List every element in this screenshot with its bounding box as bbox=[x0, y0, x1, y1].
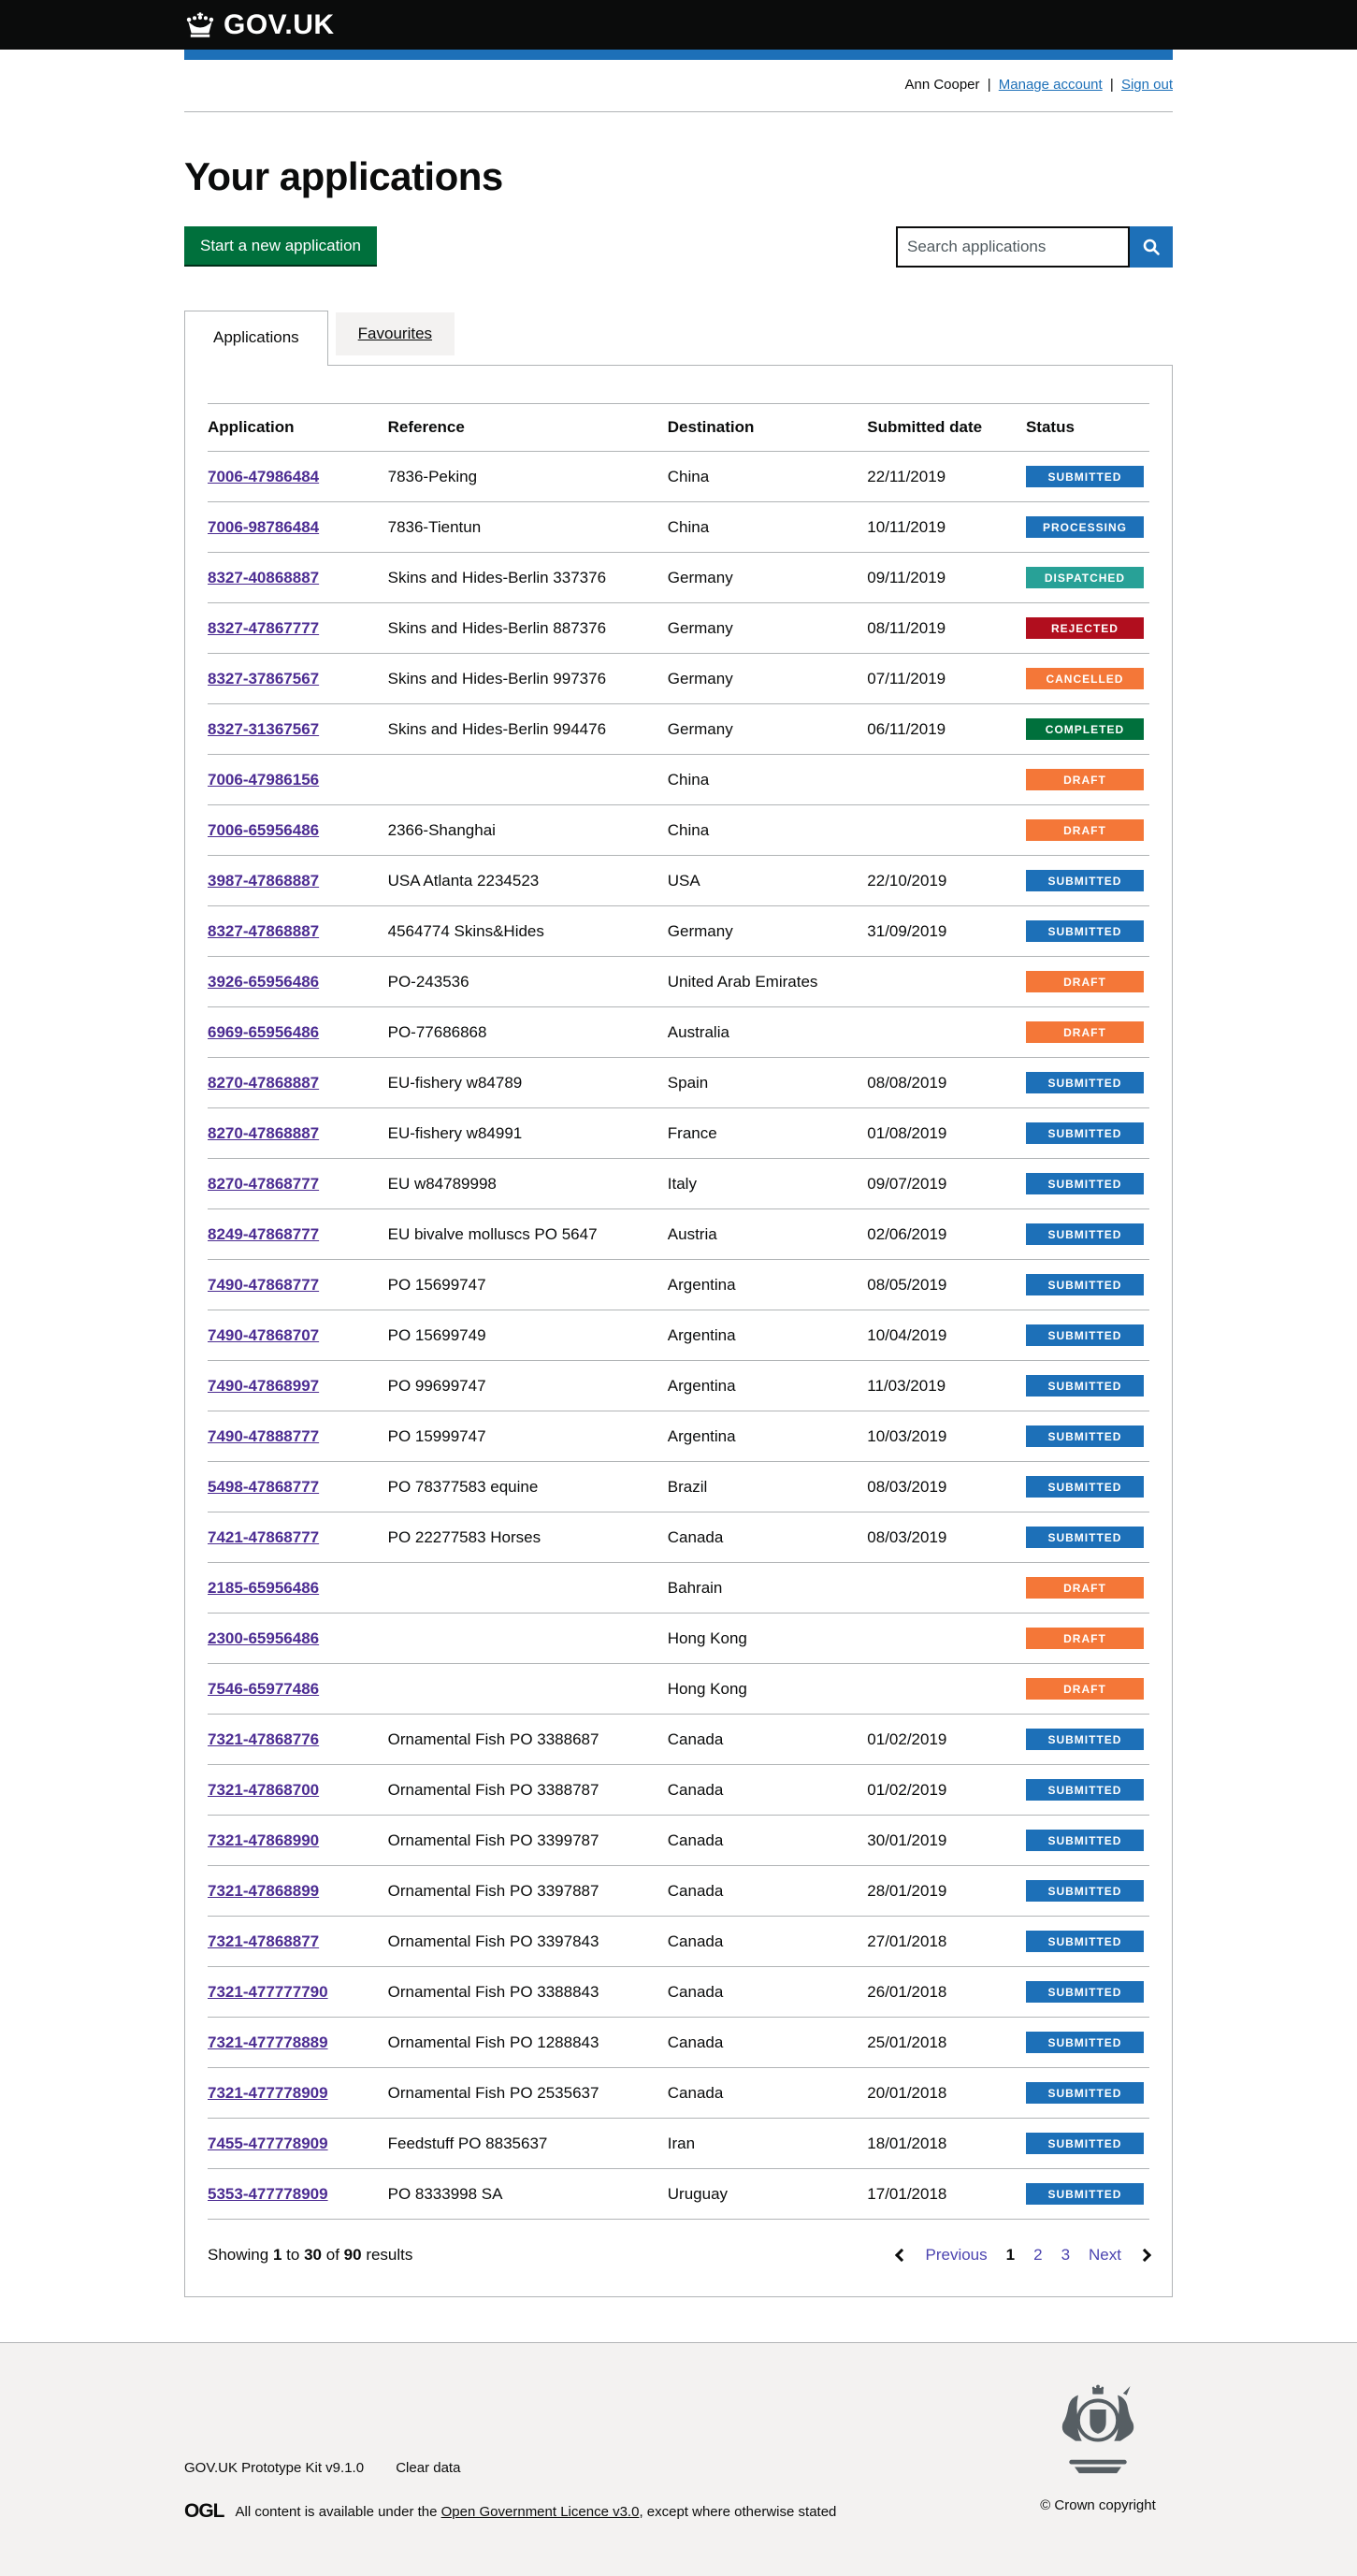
submitted-date-cell: 08/03/2019 bbox=[867, 1462, 1026, 1512]
table-row bbox=[208, 1563, 1149, 1614]
application-link[interactable]: 8327-31367567 bbox=[208, 719, 320, 738]
destination-cell: Germany bbox=[668, 603, 868, 654]
table-row bbox=[208, 704, 1149, 755]
submitted-date-cell bbox=[867, 755, 1026, 805]
page-number-link[interactable]: 2 bbox=[1033, 2246, 1043, 2265]
reference-cell: PO 99699747 bbox=[388, 1361, 668, 1411]
pagination-summary: Showing 1 to 30 of 90 results bbox=[208, 2246, 413, 2265]
table-row bbox=[208, 1462, 1149, 1512]
submitted-date-cell: 27/01/2018 bbox=[867, 1917, 1026, 1967]
reference-cell: Skins and Hides-Berlin 994476 bbox=[388, 704, 668, 755]
search-icon bbox=[1141, 237, 1162, 257]
table-row bbox=[208, 1765, 1149, 1816]
destination-cell: France bbox=[668, 1108, 868, 1159]
status-badge: SUBMITTED bbox=[1026, 466, 1144, 487]
reference-cell: EU-fishery w84991 bbox=[388, 1108, 668, 1159]
application-link[interactable]: 5498-47868777 bbox=[208, 1477, 320, 1496]
table-row bbox=[208, 1512, 1149, 1563]
submitted-date-cell: 17/01/2018 bbox=[867, 2169, 1026, 2220]
submitted-date-cell bbox=[867, 1664, 1026, 1715]
separator: | bbox=[1109, 77, 1114, 93]
destination-cell: Hong Kong bbox=[668, 1614, 868, 1664]
status-badge: DRAFT bbox=[1026, 819, 1144, 841]
submitted-date-cell bbox=[867, 805, 1026, 856]
table-row bbox=[208, 452, 1149, 502]
application-link[interactable]: 2185-65956486 bbox=[208, 1578, 320, 1597]
reference-cell: PO 15699747 bbox=[388, 1260, 668, 1310]
user-name: Ann Cooper bbox=[904, 77, 980, 93]
table-header-row bbox=[208, 404, 1149, 452]
application-link[interactable]: 7006-47986484 bbox=[208, 467, 320, 485]
applications-table bbox=[208, 403, 1149, 2220]
status-badge: SUBMITTED bbox=[1026, 1425, 1144, 1447]
table-row bbox=[208, 1209, 1149, 1260]
reference-cell: USA Atlanta 2234523 bbox=[388, 856, 668, 906]
application-link[interactable]: 7546-65977486 bbox=[208, 1679, 320, 1698]
application-link[interactable]: 7006-47986156 bbox=[208, 770, 320, 789]
page-number-link[interactable]: 3 bbox=[1061, 2246, 1071, 2265]
ogl-icon: OGL bbox=[184, 2500, 224, 2523]
status-badge: SUBMITTED bbox=[1026, 2082, 1144, 2104]
tab-favourites-link[interactable]: Favourites bbox=[357, 325, 433, 343]
reference-cell: PO-77686868 bbox=[388, 1007, 668, 1058]
reference-cell: Ornamental Fish PO 3397843 bbox=[388, 1917, 668, 1967]
table-row bbox=[208, 1260, 1149, 1310]
application-link[interactable]: 7490-47868997 bbox=[208, 1376, 320, 1395]
column-header-status: Status bbox=[1026, 404, 1149, 452]
table-row bbox=[208, 1816, 1149, 1866]
applications-table-body bbox=[208, 452, 1149, 2220]
table-row bbox=[208, 603, 1149, 654]
application-link[interactable]: 7321-47868776 bbox=[208, 1729, 320, 1748]
search-input[interactable] bbox=[896, 226, 1130, 268]
application-link[interactable]: 3926-65956486 bbox=[208, 972, 320, 991]
status-badge: SUBMITTED bbox=[1026, 1324, 1144, 1346]
table-row bbox=[208, 553, 1149, 603]
tab-applications[interactable]: Applications bbox=[184, 311, 328, 366]
application-link[interactable]: 7321-47868899 bbox=[208, 1881, 320, 1900]
submitted-date-cell: 01/02/2019 bbox=[867, 1765, 1026, 1816]
destination-cell: Germany bbox=[668, 654, 868, 704]
crown-copyright: © Crown copyright bbox=[1040, 2497, 1156, 2514]
status-badge: DRAFT bbox=[1026, 1021, 1144, 1043]
status-badge: SUBMITTED bbox=[1026, 1830, 1144, 1851]
destination-cell: Australia bbox=[668, 1007, 868, 1058]
reference-cell bbox=[388, 1614, 668, 1664]
application-link[interactable]: 3987-47868887 bbox=[208, 871, 320, 890]
application-link[interactable]: 8249-47868777 bbox=[208, 1224, 320, 1243]
submitted-date-cell bbox=[867, 1614, 1026, 1664]
application-link[interactable]: 7006-65956486 bbox=[208, 820, 320, 839]
reference-cell bbox=[388, 1664, 668, 1715]
tab-favourites[interactable] bbox=[336, 312, 455, 355]
submitted-date-cell: 25/01/2018 bbox=[867, 2018, 1026, 2068]
reference-cell: Ornamental Fish PO 2535637 bbox=[388, 2068, 668, 2119]
destination-cell: Canada bbox=[668, 1967, 868, 2018]
reference-cell: Skins and Hides-Berlin 997376 bbox=[388, 654, 668, 704]
destination-cell: United Arab Emirates bbox=[668, 957, 868, 1007]
destination-cell: Italy bbox=[668, 1159, 868, 1209]
page-footer bbox=[0, 2342, 1357, 2576]
table-row bbox=[208, 1058, 1149, 1108]
status-badge: REJECTED bbox=[1026, 617, 1144, 639]
submitted-date-cell: 02/06/2019 bbox=[867, 1209, 1026, 1260]
results-total: 90 bbox=[343, 2246, 362, 2265]
destination-cell: Germany bbox=[668, 553, 868, 603]
status-badge: DRAFT bbox=[1026, 1678, 1144, 1700]
table-row bbox=[208, 502, 1149, 553]
application-link[interactable]: 8270-47868887 bbox=[208, 1123, 320, 1142]
column-header-reference: Reference bbox=[388, 404, 668, 452]
status-badge: SUBMITTED bbox=[1026, 1274, 1144, 1295]
reference-cell: PO 15999747 bbox=[388, 1411, 668, 1462]
submitted-date-cell: 07/11/2019 bbox=[867, 654, 1026, 704]
govuk-header bbox=[0, 0, 1357, 50]
submitted-date-cell bbox=[867, 957, 1026, 1007]
application-link[interactable]: 7421-47868777 bbox=[208, 1527, 320, 1546]
submitted-date-cell: 20/01/2018 bbox=[867, 2068, 1026, 2119]
submitted-date-cell: 08/11/2019 bbox=[867, 603, 1026, 654]
destination-cell: Brazil bbox=[668, 1462, 868, 1512]
reference-cell: PO 8333998 SA bbox=[388, 2169, 668, 2220]
destination-cell: Germany bbox=[668, 704, 868, 755]
application-link[interactable]: 7006-98786484 bbox=[208, 517, 320, 536]
results-from: 1 bbox=[272, 2246, 282, 2265]
table-row bbox=[208, 1310, 1149, 1361]
licence-text: All content is available under the Open Government Licence v3.0, except where otherwise stated bbox=[235, 2503, 837, 2520]
destination-cell: Canada bbox=[668, 1512, 868, 1563]
destination-cell: China bbox=[668, 502, 868, 553]
table-row bbox=[208, 1108, 1149, 1159]
reference-cell: PO 15699749 bbox=[388, 1310, 668, 1361]
status-badge: SUBMITTED bbox=[1026, 1931, 1144, 1952]
ogl-licence-link[interactable]: Open Government Licence v3.0 bbox=[440, 2503, 640, 2520]
submitted-date-cell: 10/11/2019 bbox=[867, 502, 1026, 553]
application-link[interactable]: 7490-47888777 bbox=[208, 1426, 320, 1445]
destination-cell: Hong Kong bbox=[668, 1664, 868, 1715]
page-number-current: 1 bbox=[1005, 2246, 1016, 2265]
destination-cell: Spain bbox=[668, 1058, 868, 1108]
results-to: 30 bbox=[304, 2246, 322, 2265]
status-badge: SUBMITTED bbox=[1026, 1527, 1144, 1548]
separator: | bbox=[987, 77, 991, 93]
table-row bbox=[208, 957, 1149, 1007]
search-group bbox=[896, 226, 1173, 268]
sign-out-link[interactable]: Sign out bbox=[1120, 77, 1173, 93]
table-row bbox=[208, 906, 1149, 957]
chevron-left-icon bbox=[895, 2249, 908, 2262]
status-badge: SUBMITTED bbox=[1026, 1779, 1144, 1801]
status-badge: SUBMITTED bbox=[1026, 2183, 1144, 2205]
status-badge: DISPATCHED bbox=[1026, 567, 1144, 588]
destination-cell: USA bbox=[668, 856, 868, 906]
destination-cell: Canada bbox=[668, 1715, 868, 1765]
submitted-date-cell: 31/09/2019 bbox=[867, 906, 1026, 957]
status-badge: SUBMITTED bbox=[1026, 2032, 1144, 2053]
govuk-logo-text: GOV.UK bbox=[224, 8, 335, 40]
status-badge: SUBMITTED bbox=[1026, 1880, 1144, 1902]
table-row bbox=[208, 2018, 1149, 2068]
status-badge: DRAFT bbox=[1026, 1577, 1144, 1599]
reference-cell bbox=[388, 1563, 668, 1614]
reference-cell: 4564774 Skins&Hides bbox=[388, 906, 668, 957]
reference-cell: Skins and Hides-Berlin 887376 bbox=[388, 603, 668, 654]
destination-cell: Canada bbox=[668, 2068, 868, 2119]
column-header-destination: Destination bbox=[668, 404, 868, 452]
submitted-date-cell: 10/04/2019 bbox=[867, 1310, 1026, 1361]
reference-cell: Ornamental Fish PO 3397887 bbox=[388, 1866, 668, 1917]
submitted-date-cell: 11/03/2019 bbox=[867, 1361, 1026, 1411]
table-row bbox=[208, 1664, 1149, 1715]
destination-cell: Canada bbox=[668, 1765, 868, 1816]
status-badge: SUBMITTED bbox=[1026, 870, 1144, 891]
status-badge: SUBMITTED bbox=[1026, 1981, 1144, 2003]
table-row bbox=[208, 1361, 1149, 1411]
destination-cell: Argentina bbox=[668, 1411, 868, 1462]
application-link[interactable]: 7321-477777790 bbox=[208, 1982, 328, 2001]
destination-cell: Argentina bbox=[668, 1361, 868, 1411]
crown-icon bbox=[184, 12, 216, 38]
reference-cell: PO 78377583 equine bbox=[388, 1462, 668, 1512]
column-header-application: Application bbox=[208, 404, 388, 452]
prototype-kit-version: GOV.UK Prototype Kit v9.1.0 bbox=[184, 2460, 365, 2477]
reference-cell: Ornamental Fish PO 1288843 bbox=[388, 2018, 668, 2068]
status-badge: COMPLETED bbox=[1026, 718, 1144, 740]
submitted-date-cell: 09/11/2019 bbox=[867, 553, 1026, 603]
status-badge: SUBMITTED bbox=[1026, 2133, 1144, 2154]
application-link[interactable]: 8327-37867567 bbox=[208, 669, 320, 687]
destination-cell: Bahrain bbox=[668, 1563, 868, 1614]
header-blue-bar bbox=[184, 50, 1173, 60]
account-bar bbox=[184, 60, 1173, 112]
status-badge: DRAFT bbox=[1026, 971, 1144, 992]
reference-cell: EU-fishery w84789 bbox=[388, 1058, 668, 1108]
destination-cell: Argentina bbox=[668, 1260, 868, 1310]
table-row bbox=[208, 805, 1149, 856]
status-badge: SUBMITTED bbox=[1026, 1729, 1144, 1750]
submitted-date-cell: 06/11/2019 bbox=[867, 704, 1026, 755]
destination-cell: Iran bbox=[668, 2119, 868, 2169]
reference-cell: Feedstuff PO 8835637 bbox=[388, 2119, 668, 2169]
application-link[interactable]: 7321-47868700 bbox=[208, 1780, 320, 1799]
application-link[interactable]: 7490-47868777 bbox=[208, 1275, 320, 1294]
manage-account-link[interactable]: Manage account bbox=[998, 77, 1103, 93]
status-badge: SUBMITTED bbox=[1026, 1122, 1144, 1144]
pagination-pages bbox=[1006, 2246, 1070, 2265]
reference-cell: Ornamental Fish PO 3388687 bbox=[388, 1715, 668, 1765]
page-title: Your applications bbox=[184, 154, 503, 198]
submitted-date-cell: 01/08/2019 bbox=[867, 1108, 1026, 1159]
reference-cell: EU bivalve molluscs PO 5647 bbox=[388, 1209, 668, 1260]
destination-cell: Argentina bbox=[668, 1310, 868, 1361]
table-row bbox=[208, 2068, 1149, 2119]
application-link[interactable]: 7490-47868707 bbox=[208, 1325, 320, 1344]
submitted-date-cell bbox=[867, 1563, 1026, 1614]
destination-cell: Canada bbox=[668, 1816, 868, 1866]
table-row bbox=[208, 755, 1149, 805]
status-badge: SUBMITTED bbox=[1026, 920, 1144, 942]
status-badge: SUBMITTED bbox=[1026, 1223, 1144, 1245]
status-badge: SUBMITTED bbox=[1026, 1173, 1144, 1194]
destination-cell: China bbox=[668, 805, 868, 856]
application-link[interactable]: 8270-47868887 bbox=[208, 1073, 320, 1092]
next-page-link[interactable]: Next bbox=[1089, 2246, 1121, 2265]
application-link[interactable]: 2300-65956486 bbox=[208, 1628, 320, 1647]
previous-page-link[interactable]: Previous bbox=[925, 2246, 988, 2265]
reference-cell: Ornamental Fish PO 3388843 bbox=[388, 1967, 668, 2018]
clear-data-link[interactable]: Clear data bbox=[396, 2460, 461, 2477]
status-badge: PROCESSING bbox=[1026, 516, 1144, 538]
destination-cell: China bbox=[668, 452, 868, 502]
destination-cell: Canada bbox=[668, 2018, 868, 2068]
application-link[interactable]: 8327-47867777 bbox=[208, 618, 320, 637]
reference-cell: EU w84789998 bbox=[388, 1159, 668, 1209]
table-row bbox=[208, 1967, 1149, 2018]
table-row bbox=[208, 1917, 1149, 1967]
reference-cell: Ornamental Fish PO 3388787 bbox=[388, 1765, 668, 1816]
submitted-date-cell: 30/01/2019 bbox=[867, 1816, 1026, 1866]
table-row bbox=[208, 2119, 1149, 2169]
reference-cell bbox=[388, 755, 668, 805]
applications-panel bbox=[184, 365, 1173, 2297]
application-link[interactable]: 5353-477778909 bbox=[208, 2184, 328, 2203]
table-row bbox=[208, 1411, 1149, 1462]
chevron-right-icon bbox=[1138, 2249, 1151, 2262]
application-link[interactable]: 7321-47868877 bbox=[208, 1932, 320, 1950]
application-link[interactable]: 7321-477778889 bbox=[208, 2033, 328, 2051]
destination-cell: Canada bbox=[668, 1917, 868, 1967]
table-row bbox=[208, 2169, 1149, 2220]
govuk-logo-link[interactable] bbox=[184, 9, 335, 41]
destination-cell: Austria bbox=[668, 1209, 868, 1260]
application-link[interactable]: 8327-47868887 bbox=[208, 921, 320, 940]
submitted-date-cell: 08/03/2019 bbox=[867, 1512, 1026, 1563]
royal-coat-of-arms-icon bbox=[1053, 2382, 1143, 2486]
application-link[interactable]: 6969-65956486 bbox=[208, 1022, 320, 1041]
destination-cell: China bbox=[668, 755, 868, 805]
pagination-nav bbox=[897, 2246, 1149, 2265]
reference-cell: Skins and Hides-Berlin 337376 bbox=[388, 553, 668, 603]
reference-cell: 7836-Tientun bbox=[388, 502, 668, 553]
reference-cell: 7836-Peking bbox=[388, 452, 668, 502]
start-new-application-button[interactable]: Start a new application bbox=[184, 226, 377, 265]
tabs bbox=[184, 311, 1173, 365]
destination-cell: Germany bbox=[668, 906, 868, 957]
submitted-date-cell: 22/11/2019 bbox=[867, 452, 1026, 502]
destination-cell: Canada bbox=[668, 1866, 868, 1917]
reference-cell: PO-243536 bbox=[388, 957, 668, 1007]
status-badge: SUBMITTED bbox=[1026, 1476, 1144, 1498]
submitted-date-cell: 01/02/2019 bbox=[867, 1715, 1026, 1765]
status-badge: CANCELLED bbox=[1026, 668, 1144, 689]
table-row bbox=[208, 856, 1149, 906]
reference-cell: PO 22277583 Horses bbox=[388, 1512, 668, 1563]
submitted-date-cell: 08/05/2019 bbox=[867, 1260, 1026, 1310]
reference-cell: 2366-Shanghai bbox=[388, 805, 668, 856]
table-row bbox=[208, 1007, 1149, 1058]
application-link[interactable]: 8270-47868777 bbox=[208, 1174, 320, 1193]
table-row bbox=[208, 1159, 1149, 1209]
submitted-date-cell: 08/08/2019 bbox=[867, 1058, 1026, 1108]
status-badge: DRAFT bbox=[1026, 769, 1144, 790]
reference-cell: Ornamental Fish PO 3399787 bbox=[388, 1816, 668, 1866]
application-link[interactable]: 7455-477778909 bbox=[208, 2134, 328, 2152]
table-row bbox=[208, 1866, 1149, 1917]
submitted-date-cell bbox=[867, 1007, 1026, 1058]
column-header-submitted-date: Submitted date bbox=[867, 404, 1026, 452]
search-button[interactable] bbox=[1130, 226, 1173, 268]
submitted-date-cell: 28/01/2019 bbox=[867, 1866, 1026, 1917]
status-badge: SUBMITTED bbox=[1026, 1375, 1144, 1397]
table-row bbox=[208, 1614, 1149, 1664]
table-row bbox=[208, 1715, 1149, 1765]
submitted-date-cell: 26/01/2018 bbox=[867, 1967, 1026, 2018]
submitted-date-cell: 09/07/2019 bbox=[867, 1159, 1026, 1209]
application-link[interactable]: 7321-477778909 bbox=[208, 2083, 328, 2102]
destination-cell: Uruguay bbox=[668, 2169, 868, 2220]
submitted-date-cell: 18/01/2018 bbox=[867, 2119, 1026, 2169]
submitted-date-cell: 10/03/2019 bbox=[867, 1411, 1026, 1462]
pagination bbox=[208, 2246, 1149, 2265]
application-link[interactable]: 7321-47868990 bbox=[208, 1831, 320, 1849]
status-badge: DRAFT bbox=[1026, 1628, 1144, 1649]
submitted-date-cell: 22/10/2019 bbox=[867, 856, 1026, 906]
status-badge: SUBMITTED bbox=[1026, 1072, 1144, 1093]
application-link[interactable]: 8327-40868887 bbox=[208, 568, 320, 586]
table-row bbox=[208, 654, 1149, 704]
